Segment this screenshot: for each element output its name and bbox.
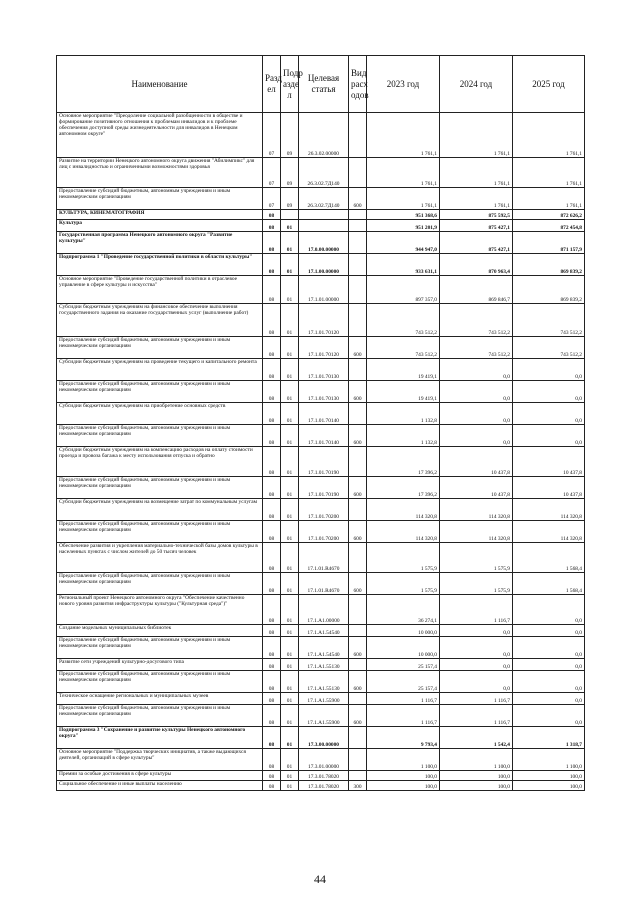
cell-2023: 114 320,8 — [367, 499, 440, 521]
cell-2023: 1 761,1 — [367, 188, 440, 210]
cell-2024: 1 116,7 — [440, 705, 513, 727]
cell-2024: 1 542,4 — [440, 727, 513, 749]
cell-name: Субсидии бюджетным учреждениям на компенсацию расходов на оплату стоимости проезда и провоза багажа к месту использования отпуска и обратно — [57, 447, 263, 477]
cell-expense-type — [349, 304, 367, 337]
cell-name: Основное мероприятие "Проведение государственной политики в отраслевое управление в сфере культуры и искусства" — [57, 276, 263, 304]
header-razdel: Разд ел — [263, 56, 281, 113]
cell-expense-type: 600 — [349, 477, 367, 499]
cell-expense-type: 600 — [349, 425, 367, 447]
table-row — [57, 693, 585, 705]
cell-expense-type — [349, 727, 367, 749]
cell-target-article: 17.1.A1.55130 — [299, 671, 349, 693]
cell-target-article: 17.3.01.00000 — [299, 749, 349, 771]
table-row — [57, 749, 585, 771]
cell-2023: 17 396,2 — [367, 447, 440, 477]
cell-target-article: 17.1.01.70200 — [299, 521, 349, 543]
cell-podrazdel: 01 — [281, 232, 299, 254]
cell-name: Предоставление субсидий бюджетным, автономным учреждениям и иным некоммерческим организациям — [57, 425, 263, 447]
cell-expense-type — [349, 232, 367, 254]
cell-name: Предоставление субсидий бюджетным, автономным учреждениям и иным некоммерческим организациям — [57, 381, 263, 403]
cell-target-article: 26.3.02.00000 — [299, 113, 349, 158]
cell-2025: 0,0 — [513, 425, 585, 447]
cell-razdel: 08 — [263, 771, 281, 781]
cell-expense-type: 600 — [349, 337, 367, 359]
cell-2025: 1 568,4 — [513, 573, 585, 595]
cell-expense-type — [349, 276, 367, 304]
cell-target-article: 17.1.A1.54540 — [299, 625, 349, 637]
cell-target-article — [299, 220, 349, 232]
cell-razdel: 07 — [263, 158, 281, 188]
cell-name: Социальное обеспечение и иные выплаты населению — [57, 781, 263, 791]
cell-name: Предоставление субсидий бюджетным, автономным учреждениям и иным некоммерческим организациям — [57, 188, 263, 210]
cell-name: Развитие сети учреждений культурно-досугового типа — [57, 659, 263, 671]
cell-2023: 10 000,0 — [367, 637, 440, 659]
cell-target-article: 26.3.02.7Д140 — [299, 158, 349, 188]
cell-2023: 19 419,1 — [367, 359, 440, 381]
cell-podrazdel: 01 — [281, 447, 299, 477]
cell-2024: 743 512,2 — [440, 337, 513, 359]
cell-expense-type: 600 — [349, 705, 367, 727]
cell-podrazdel: 01 — [281, 254, 299, 276]
cell-razdel: 08 — [263, 595, 281, 625]
cell-razdel: 08 — [263, 210, 281, 220]
cell-podrazdel: 01 — [281, 781, 299, 791]
cell-target-article: 17.1.01.70130 — [299, 359, 349, 381]
cell-name: Основное мероприятие "Преодоление социальной разобщенности в обществе и формирование позитивного отношения к проблемам инвалидов и к проблеме обеспечения доступной среды жизнедеятельности для инвалидов в Ненецком автономном округе" — [57, 113, 263, 158]
cell-2023: 1 132,8 — [367, 403, 440, 425]
table-row — [57, 671, 585, 693]
table-row — [57, 337, 585, 359]
cell-podrazdel: 01 — [281, 477, 299, 499]
cell-2023: 951 368,6 — [367, 210, 440, 220]
cell-target-article: 17.1.01.70140 — [299, 425, 349, 447]
table-row — [57, 210, 585, 220]
cell-target-article: 17.1.01.70130 — [299, 381, 349, 403]
cell-razdel: 08 — [263, 727, 281, 749]
table-row — [57, 403, 585, 425]
cell-name: Государственная программа Ненецкого автономного округа "Развитие культуры" — [57, 232, 263, 254]
cell-expense-type — [349, 659, 367, 671]
cell-2024: 869 846,7 — [440, 276, 513, 304]
cell-expense-type — [349, 625, 367, 637]
cell-2023: 1 575,9 — [367, 543, 440, 573]
cell-2024: 10 437,8 — [440, 477, 513, 499]
table-row — [57, 659, 585, 671]
cell-2023: 100,0 — [367, 781, 440, 791]
table-row — [57, 188, 585, 210]
table-row — [57, 113, 585, 158]
cell-target-article: 17.1.01.70190 — [299, 477, 349, 499]
cell-expense-type — [349, 447, 367, 477]
cell-podrazdel: 01 — [281, 425, 299, 447]
cell-target-article: 17.1.01.70120 — [299, 304, 349, 337]
header-podrazdel: Подр азде л — [281, 56, 299, 113]
cell-2023: 1 761,1 — [367, 113, 440, 158]
cell-2025: 743 512,2 — [513, 304, 585, 337]
cell-expense-type — [349, 403, 367, 425]
cell-target-article: 17.1.A1.55900 — [299, 693, 349, 705]
cell-razdel: 08 — [263, 381, 281, 403]
table-row — [57, 595, 585, 625]
table-row — [57, 232, 585, 254]
cell-2024: 10 437,8 — [440, 447, 513, 477]
table-row — [57, 543, 585, 573]
cell-2023: 36 274,1 — [367, 595, 440, 625]
cell-2023: 19 419,1 — [367, 381, 440, 403]
cell-name: Субсидии бюджетным учреждениям на возмещение затрат по коммунальным услугам — [57, 499, 263, 521]
cell-name: Премии за особые достижения в сфере культуры — [57, 771, 263, 781]
cell-2024: 0,0 — [440, 659, 513, 671]
cell-target-article: 17.1.A1.55130 — [299, 659, 349, 671]
cell-expense-type: 300 — [349, 781, 367, 791]
cell-target-article: 17.1.01.70140 — [299, 403, 349, 425]
cell-expense-type — [349, 220, 367, 232]
cell-name: Подпрограмма 1 "Проведение государственной политики в области культуры" — [57, 254, 263, 276]
cell-podrazdel: 01 — [281, 693, 299, 705]
cell-razdel: 08 — [263, 625, 281, 637]
cell-razdel: 08 — [263, 749, 281, 771]
cell-name: Предоставление субсидий бюджетным, автономным учреждениям и иным некоммерческим организациям — [57, 521, 263, 543]
cell-expense-type: 600 — [349, 521, 367, 543]
table-row — [57, 477, 585, 499]
cell-target-article: 17.3.01.78020 — [299, 781, 349, 791]
cell-2023: 10 000,0 — [367, 625, 440, 637]
cell-2025: 0,0 — [513, 359, 585, 381]
cell-2024: 1 575,9 — [440, 573, 513, 595]
cell-2023: 1 116,7 — [367, 705, 440, 727]
cell-target-article: 17.1.A1.55900 — [299, 705, 349, 727]
cell-2023: 1 116,7 — [367, 693, 440, 705]
cell-2024: 1 116,7 — [440, 595, 513, 625]
cell-2025: 1 761,1 — [513, 188, 585, 210]
table-row — [57, 705, 585, 727]
cell-target-article: 17.1.00.00000 — [299, 254, 349, 276]
cell-name: Развитие на территории Ненецкого автономного округа движения "Абилимпикс" для лиц с инвалидностью и ограниченными возможностями здоровья — [57, 158, 263, 188]
cell-name: КУЛЬТУРА, КИНЕМАТОГРАФИЯ — [57, 210, 263, 220]
cell-2025: 10 437,8 — [513, 447, 585, 477]
cell-2025: 0,0 — [513, 659, 585, 671]
cell-podrazdel: 01 — [281, 727, 299, 749]
cell-2025: 1 761,1 — [513, 158, 585, 188]
cell-name: Предоставление субсидий бюджетным, автономным учреждениям и иным некоммерческим организациям — [57, 477, 263, 499]
cell-expense-type — [349, 359, 367, 381]
cell-razdel: 08 — [263, 304, 281, 337]
cell-2024: 875 592,5 — [440, 210, 513, 220]
cell-2025: 1 318,7 — [513, 727, 585, 749]
cell-podrazdel: 09 — [281, 188, 299, 210]
cell-podrazdel: 01 — [281, 521, 299, 543]
cell-target-article: 26.3.02.7Д140 — [299, 188, 349, 210]
cell-2023: 114 320,8 — [367, 521, 440, 543]
cell-podrazdel: 01 — [281, 595, 299, 625]
cell-razdel: 08 — [263, 447, 281, 477]
cell-2025: 100,0 — [513, 771, 585, 781]
cell-expense-type — [349, 595, 367, 625]
table-row — [57, 158, 585, 188]
cell-target-article: 17.0.00.00000 — [299, 232, 349, 254]
cell-target-article — [299, 210, 349, 220]
table-row — [57, 381, 585, 403]
cell-expense-type: 600 — [349, 188, 367, 210]
cell-2025: 743 512,2 — [513, 337, 585, 359]
cell-razdel: 08 — [263, 337, 281, 359]
cell-name: Субсидии бюджетным учреждениям на приобретение основных средств — [57, 403, 263, 425]
cell-razdel: 08 — [263, 425, 281, 447]
cell-razdel: 08 — [263, 659, 281, 671]
cell-podrazdel: 01 — [281, 749, 299, 771]
cell-2025: 0,0 — [513, 403, 585, 425]
cell-2024: 0,0 — [440, 403, 513, 425]
cell-target-article: 17.1.01.70190 — [299, 447, 349, 477]
table-row — [57, 573, 585, 595]
cell-expense-type — [349, 543, 367, 573]
cell-2023: 743 512,2 — [367, 337, 440, 359]
cell-podrazdel: 01 — [281, 337, 299, 359]
cell-2025: 100,0 — [513, 781, 585, 791]
cell-razdel: 08 — [263, 403, 281, 425]
table-row — [57, 425, 585, 447]
cell-2023: 25 157,4 — [367, 659, 440, 671]
cell-podrazdel — [281, 210, 299, 220]
cell-razdel: 08 — [263, 637, 281, 659]
table-row — [57, 447, 585, 477]
cell-podrazdel: 01 — [281, 573, 299, 595]
cell-expense-type — [349, 749, 367, 771]
cell-expense-type: 600 — [349, 381, 367, 403]
cell-2023: 9 793,4 — [367, 727, 440, 749]
cell-2024: 100,0 — [440, 771, 513, 781]
table-row — [57, 276, 585, 304]
cell-2023: 743 512,2 — [367, 304, 440, 337]
cell-expense-type — [349, 693, 367, 705]
cell-name: Культура — [57, 220, 263, 232]
cell-2024: 1 116,7 — [440, 693, 513, 705]
cell-expense-type — [349, 113, 367, 158]
cell-2024: 1 761,1 — [440, 158, 513, 188]
cell-expense-type: 600 — [349, 637, 367, 659]
cell-name: Создание модельных муниципальных библиотек — [57, 625, 263, 637]
cell-podrazdel: 09 — [281, 113, 299, 158]
cell-name: Подпрограмма 3 "Сохранение и развитие культуры Ненецкого автономного округа" — [57, 727, 263, 749]
cell-podrazdel: 01 — [281, 499, 299, 521]
header-name: Наименование — [57, 56, 263, 113]
cell-target-article: 17.1.01.00000 — [299, 276, 349, 304]
header-2024: 2024 год — [440, 56, 513, 113]
cell-razdel: 07 — [263, 188, 281, 210]
cell-razdel: 08 — [263, 543, 281, 573]
cell-razdel: 08 — [263, 693, 281, 705]
cell-2024: 875 427,1 — [440, 220, 513, 232]
cell-podrazdel: 01 — [281, 220, 299, 232]
cell-target-article: 17.3.00.00000 — [299, 727, 349, 749]
cell-2025: 869 839,2 — [513, 254, 585, 276]
cell-2024: 0,0 — [440, 425, 513, 447]
cell-target-article: 17.1.01.70120 — [299, 337, 349, 359]
cell-target-article: 17.1.A1.54540 — [299, 637, 349, 659]
cell-razdel: 08 — [263, 499, 281, 521]
cell-2023: 944 947,0 — [367, 232, 440, 254]
cell-name: Субсидии бюджетным учреждениям на проведение текущего и капитального ремонта — [57, 359, 263, 381]
cell-2023: 1 761,1 — [367, 158, 440, 188]
cell-name: Основное мероприятие "Поддержка творческих инициатив, а также выдающихся деятелей, организаций в сфере культуры" — [57, 749, 263, 771]
cell-expense-type — [349, 254, 367, 276]
cell-razdel: 08 — [263, 232, 281, 254]
cell-2024: 1 100,0 — [440, 749, 513, 771]
cell-podrazdel: 01 — [281, 381, 299, 403]
cell-podrazdel: 01 — [281, 671, 299, 693]
cell-podrazdel: 01 — [281, 637, 299, 659]
cell-2025: 114 320,8 — [513, 499, 585, 521]
cell-2023: 897 357,0 — [367, 276, 440, 304]
cell-name: Субсидии бюджетным учреждениям на финансовое обеспечение выполнения государственного задания на оказание государственных услуг (выполнение работ) — [57, 304, 263, 337]
cell-2025: 1 761,1 — [513, 113, 585, 158]
cell-name: Региональный проект Ненецкого автономного округа "Обеспечение качественно нового уровня развития инфраструктуры культуры ("Культурная среда")" — [57, 595, 263, 625]
cell-2023: 951 201,9 — [367, 220, 440, 232]
table-row — [57, 254, 585, 276]
cell-2023: 100,0 — [367, 771, 440, 781]
table-row — [57, 771, 585, 781]
header-target-article: Целевая статья — [299, 56, 349, 113]
header-expense-type: Вид расх одов — [349, 56, 367, 113]
cell-target-article: 17.1.01.70200 — [299, 499, 349, 521]
cell-expense-type: 600 — [349, 671, 367, 693]
cell-2025: 0,0 — [513, 625, 585, 637]
cell-name: Предоставление субсидий бюджетным, автономным учреждениям и иным некоммерческим организациям — [57, 573, 263, 595]
cell-2025: 0,0 — [513, 595, 585, 625]
cell-podrazdel: 01 — [281, 659, 299, 671]
cell-name: Техническое оснащение региональных и муниципальных музеев — [57, 693, 263, 705]
cell-expense-type — [349, 499, 367, 521]
cell-2024: 0,0 — [440, 671, 513, 693]
cell-2025: 869 839,2 — [513, 276, 585, 304]
cell-2025: 0,0 — [513, 705, 585, 727]
cell-2025: 0,0 — [513, 637, 585, 659]
cell-2024: 1 575,9 — [440, 543, 513, 573]
cell-2024: 114 320,8 — [440, 499, 513, 521]
cell-podrazdel: 01 — [281, 359, 299, 381]
cell-podrazdel: 01 — [281, 304, 299, 337]
cell-2023: 933 631,1 — [367, 254, 440, 276]
table-row — [57, 220, 585, 232]
cell-target-article: 17.3.01.78020 — [299, 771, 349, 781]
cell-2025: 1 100,0 — [513, 749, 585, 771]
table-row — [57, 637, 585, 659]
page-number: 44 — [314, 872, 326, 886]
cell-2025: 0,0 — [513, 671, 585, 693]
cell-razdel: 08 — [263, 276, 281, 304]
cell-2024: 0,0 — [440, 381, 513, 403]
table-row — [57, 499, 585, 521]
cell-razdel: 08 — [263, 671, 281, 693]
cell-2023: 1 575,9 — [367, 573, 440, 595]
cell-name: Предоставление субсидий бюджетным, автономным учреждениям и иным некоммерческим организациям — [57, 671, 263, 693]
cell-2024: 0,0 — [440, 625, 513, 637]
cell-2025: 872 626,2 — [513, 210, 585, 220]
cell-2023: 25 157,4 — [367, 671, 440, 693]
cell-2025: 0,0 — [513, 693, 585, 705]
table-row — [57, 359, 585, 381]
cell-target-article: 17.1.01.R4670 — [299, 573, 349, 595]
cell-razdel: 08 — [263, 781, 281, 791]
budget-table — [56, 55, 585, 791]
cell-expense-type: 600 — [349, 573, 367, 595]
cell-2023: 17 396,2 — [367, 477, 440, 499]
cell-podrazdel: 01 — [281, 543, 299, 573]
cell-target-article: 17.1.01.R4670 — [299, 543, 349, 573]
cell-podrazdel: 01 — [281, 771, 299, 781]
cell-2025: 114 320,8 — [513, 521, 585, 543]
cell-razdel: 08 — [263, 477, 281, 499]
cell-2024: 100,0 — [440, 781, 513, 791]
cell-2025: 0,0 — [513, 381, 585, 403]
cell-2023: 1 100,0 — [367, 749, 440, 771]
cell-podrazdel: 01 — [281, 625, 299, 637]
cell-2024: 1 761,1 — [440, 113, 513, 158]
cell-expense-type — [349, 158, 367, 188]
cell-expense-type — [349, 210, 367, 220]
cell-name: Предоставление субсидий бюджетным, автономным учреждениям и иным некоммерческим организациям — [57, 337, 263, 359]
cell-razdel: 08 — [263, 521, 281, 543]
cell-podrazdel: 01 — [281, 276, 299, 304]
table-body — [57, 113, 585, 791]
cell-2024: 0,0 — [440, 637, 513, 659]
cell-name: Предоставление субсидий бюджетным, автономным учреждениям и иным некоммерческим организациям — [57, 705, 263, 727]
table-row — [57, 781, 585, 791]
cell-2025: 10 437,8 — [513, 477, 585, 499]
cell-2023: 1 132,8 — [367, 425, 440, 447]
cell-name: Предоставление субсидий бюджетным, автономным учреждениям и иным некоммерческим организациям — [57, 637, 263, 659]
cell-razdel: 08 — [263, 359, 281, 381]
cell-razdel: 08 — [263, 254, 281, 276]
cell-podrazdel: 01 — [281, 403, 299, 425]
cell-2024: 1 761,1 — [440, 188, 513, 210]
header-2025: 2025 год — [513, 56, 585, 113]
cell-target-article: 17.1.A1.00000 — [299, 595, 349, 625]
cell-2024: 870 963,4 — [440, 254, 513, 276]
cell-name: Обеспечение развития и укрепления материально-технической базы домов культуры в населенных пунктах с числом жителей до 50 тысяч человек — [57, 543, 263, 573]
cell-expense-type — [349, 771, 367, 781]
table-row — [57, 304, 585, 337]
cell-podrazdel: 09 — [281, 158, 299, 188]
cell-2025: 871 157,9 — [513, 232, 585, 254]
table-header-row — [57, 56, 585, 113]
header-2023: 2023 год — [367, 56, 440, 113]
cell-razdel: 07 — [263, 113, 281, 158]
cell-2024: 0,0 — [440, 359, 513, 381]
cell-razdel: 08 — [263, 220, 281, 232]
cell-2025: 872 454,8 — [513, 220, 585, 232]
cell-2025: 1 568,4 — [513, 543, 585, 573]
cell-razdel: 08 — [263, 705, 281, 727]
cell-2024: 114 320,8 — [440, 521, 513, 543]
cell-podrazdel: 01 — [281, 705, 299, 727]
cell-razdel: 08 — [263, 573, 281, 595]
table-row — [57, 625, 585, 637]
cell-2024: 743 512,2 — [440, 304, 513, 337]
table-row — [57, 727, 585, 749]
table-row — [57, 521, 585, 543]
cell-2024: 875 427,1 — [440, 232, 513, 254]
